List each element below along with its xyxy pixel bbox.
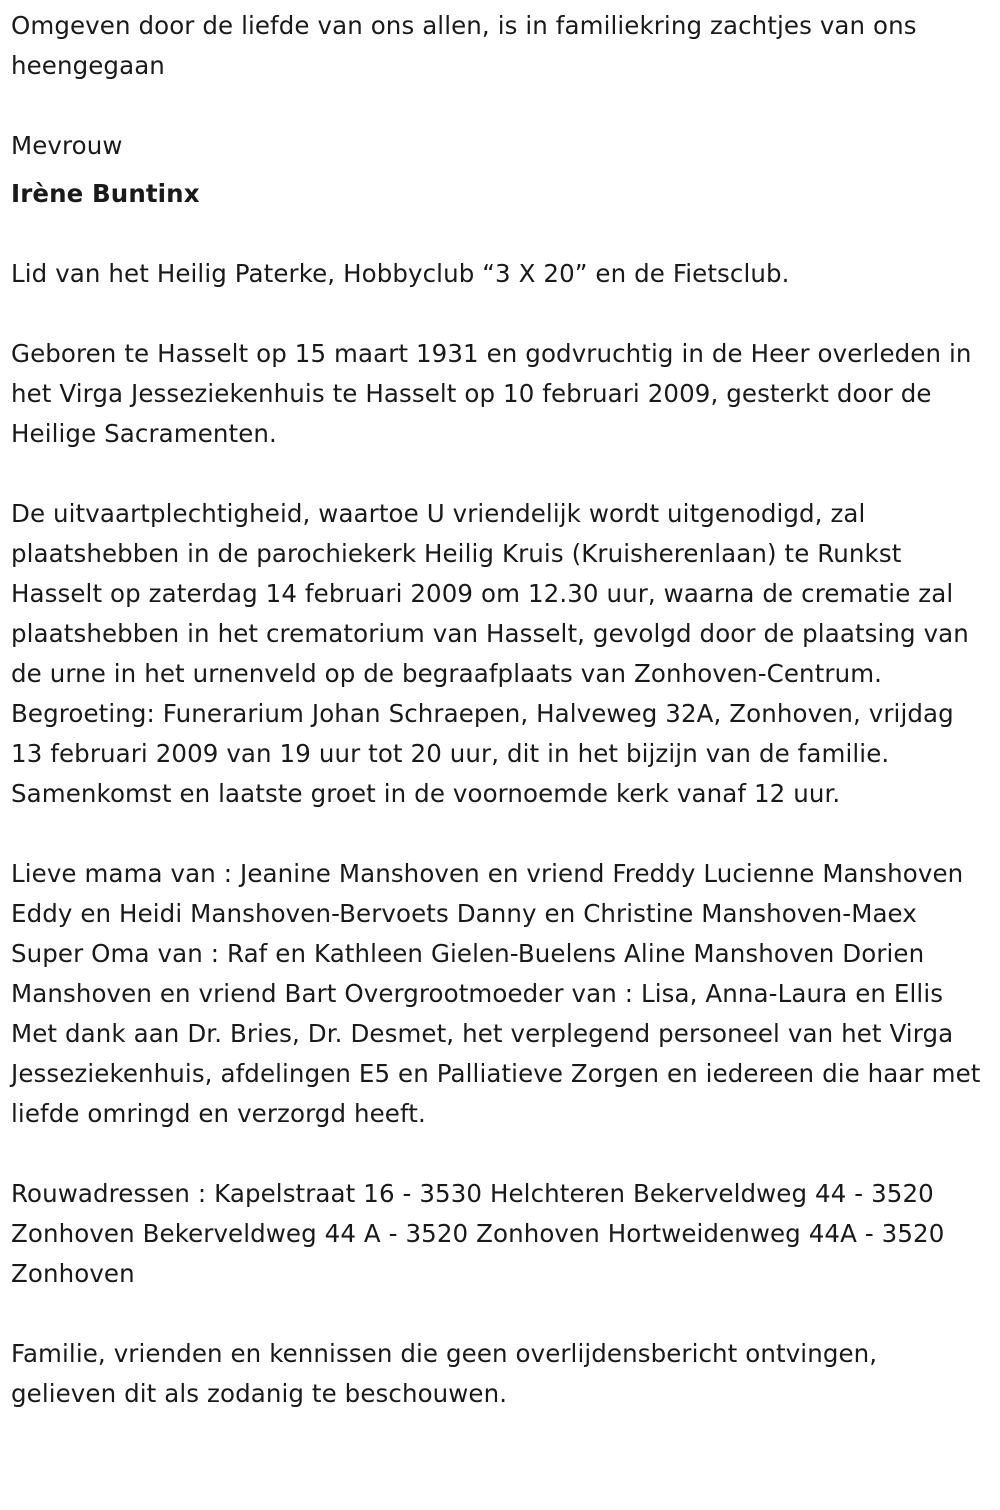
family-text: Lieve mama van : Jeanine Manshoven en vriend Freddy Lucienne Manshoven Eddy en Heidi Manshoven-Bervoets Danny en Christine Manshoven-Maex Super Oma van : Raf en Kathleen Gielen-Buelens Aline Manshoven Dorien Manshoven en vriend Bart Overgrootmoeder van : Lisa, Anna-Laura en Ellis Met dank aan Dr. Bries, Dr. Desmet, het verplegend personeel van het Virga Jesseziekenhuis, afdelingen E5 en Palliatieve Zorgen en iedereen die haar met liefde omringd en verzorgd heeft. (11, 859, 981, 1128)
memberships-text: Lid van het Heilig Paterke, Hobbyclub “3 X 20” en de Fietsclub. (11, 259, 790, 288)
birth-death-text: Geboren te Hasselt op 15 maart 1931 en godvruchtig in de Heer overleden in het Virga Jesseziekenhuis te Hasselt op 10 februari 2009, gesterkt door de Heilige Sacramenten. (11, 339, 972, 448)
funeral-details-text: De uitvaartplechtigheid, waartoe U vriendelijk wordt uitgenodigd, zal plaatshebben in de parochiekerk Heilig Kruis (Kruisherenlaan) te Runkst Hasselt op zaterdag 14 februari 2009 om 12.30 uur, waarna de crematie zal plaatshebben in het crematorium van Hasselt, gevolgd door de plaatsing van de urne in het urnenveld op de begraafplaats van Zonhoven-Centrum. Begroeting: Funerarium Johan Schraepen, Halveweg 32A, Zonhoven, vrijdag 13 februari 2009 van 19 uur tot 20 uur, dit in het bijzijn van de familie. Samenkomst en laatste groet in de voornoemde kerk vanaf 12 uur. (11, 499, 969, 808)
salutation: Mevrouw (11, 131, 123, 160)
closing-text: Familie, vrienden en kennissen die geen overlijdensbericht ontvingen, gelieven dit als zodanig te beschouwen. (11, 1339, 878, 1408)
addresses-text: Rouwadressen : Kapelstraat 16 - 3530 Helchteren Bekerveldweg 44 - 3520 Zonhoven Bekerveldweg 44 A - 3520 Zonhoven Hortweidenweg 44A - 3520 Zonhoven (11, 1179, 945, 1288)
deceased-name: Irène Buntinx (11, 179, 200, 208)
intro-text: Omgeven door de liefde van ons allen, is in familiekring zachtjes van ons heengegaan (11, 11, 917, 80)
